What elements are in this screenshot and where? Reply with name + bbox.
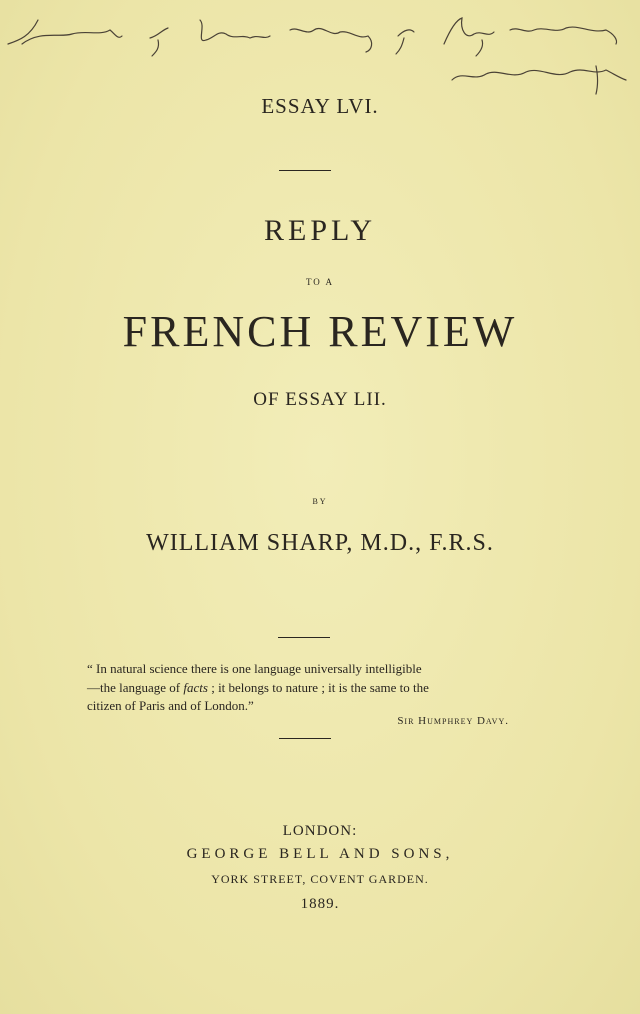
imprint-address: YORK STREET, COVENT GARDEN. <box>211 872 429 886</box>
divider-rule <box>278 637 330 638</box>
emphasized-word: facts <box>183 679 208 695</box>
essay-number: ESSAY LVI. <box>261 94 379 118</box>
epigraph <box>87 660 527 716</box>
title-connector: TO A <box>305 277 335 287</box>
epigraph-attribution: Sir Humphrey Davy. <box>397 715 509 727</box>
handwritten-library-inscription <box>0 0 640 100</box>
epigraph-line: “ In natural science there is one language universally intelligible <box>87 661 422 676</box>
divider-rule <box>279 170 331 171</box>
by-label: BY <box>312 497 328 506</box>
imprint-year: 1889. <box>300 896 340 912</box>
author-name: WILLIAM SHARP, M.D., F.R.S. <box>146 530 494 556</box>
divider-rule <box>279 738 331 739</box>
essay-reference: OF ESSAY LII. <box>253 389 387 410</box>
epigraph-line: —the language of facts ; it belongs to nature ; it is the same to the <box>87 679 429 695</box>
subject-title: FRENCH REVIEW <box>122 307 518 356</box>
imprint-city: LONDON: <box>282 823 358 839</box>
epigraph-line: citizen of Paris and of London.” <box>87 698 254 713</box>
main-title: REPLY <box>263 214 376 247</box>
imprint-publisher: GEORGE BELL AND SONS, <box>186 846 454 862</box>
